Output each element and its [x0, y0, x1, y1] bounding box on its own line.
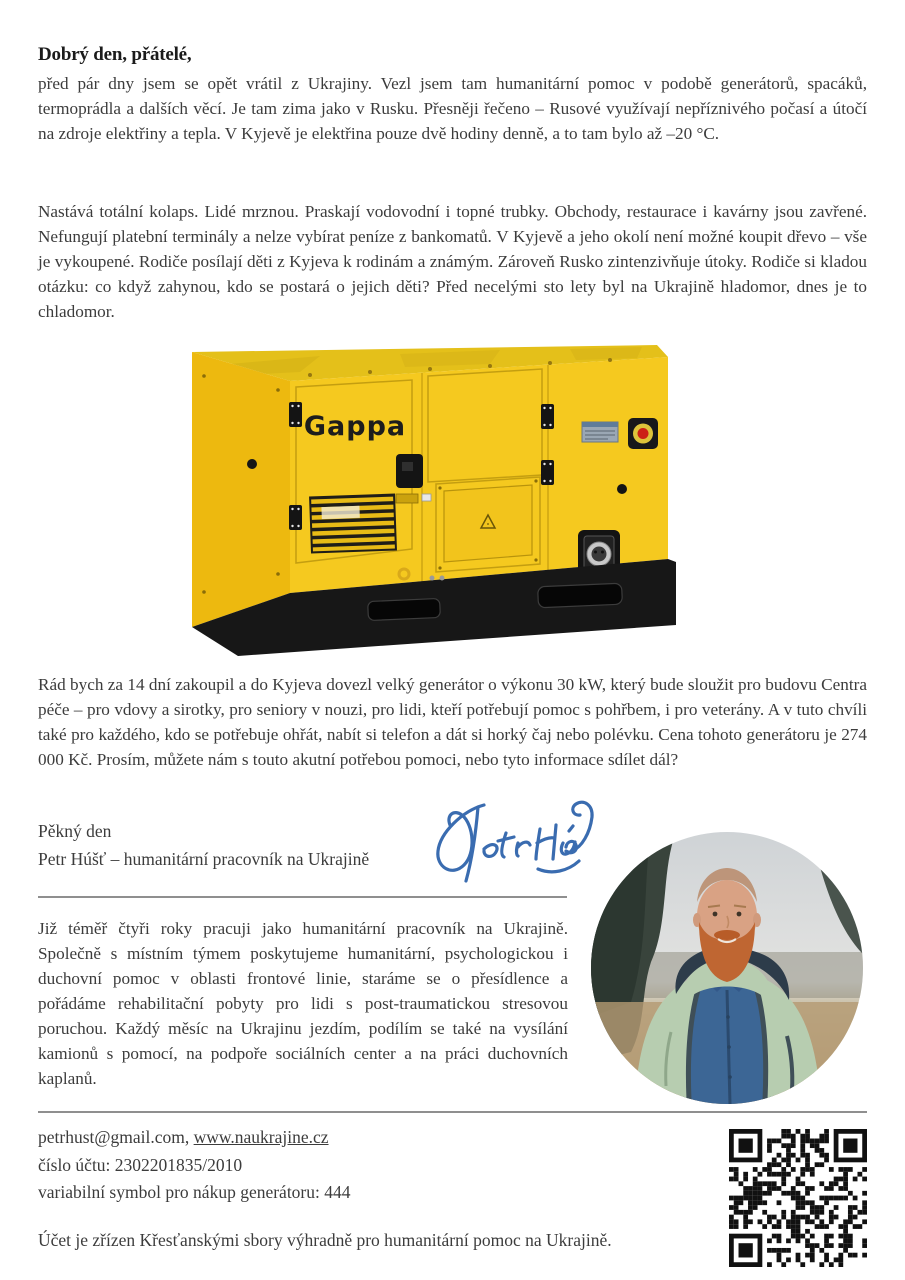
generator-photo — [190, 342, 682, 664]
paragraph-intro: před pár dny jsem se opět vrátil z Ukrajiny. Vezl jsem tam humanitární pomoc v podobě generátorů, spacáků, termoprádla a dalších věcí. Je tam zima jako v Rusku. Přesněji řečeno – Rusové využívají nepříznivého počasí a útočí na zdroje elektřiny a tepla. V Kyjevě je elektřina pouze dvě hodiny denně, a to tam bylo až –20 °C. — [38, 74, 867, 143]
paragraph-collapse: Nastává totální kolaps. Lidé mrznou. Praskají vodovodní i topné trubky. Obchody, restaurace i kavárny jsou zavřené. Nefungují platební terminály a nelze vybírat peníze z bankomatů. V Kyjevě a jeho okolí není možné koupit dřevo – vše je vykoupené. Rodiče posílají děti z Kyjeva k rodinám a známým. Zároveň Rusko zintenzivňuje útoky. Rodiče si kladou otázku: co když zahynou, kdo se postará o jejich děti? Před necelými sto lety byl na Ukrajině hladomor, dnes je to chladomor. — [38, 202, 867, 321]
paragraph-appeal: Rád bych za 14 dní zakoupil a do Kyjeva dovezl velký generátor o výkonu 30 kW, který bude sloužit pro budovu Centra péče – pro vdovy a sirotky, pro seniory v nouzi, pro lidi, kteří potřebují pomoc s pohřbem, i pro veterány. A v tuto chvíli také pro každého, kdo se potřebuje ohřát, nabít si telefon a dát si horký čaj nebo polévku. Cena tohoto generátoru je 274 000 Kč. Prosím, můžete nám s touto akutní potřebou pomoci, nebo tyto informace sdílet dál? — [38, 675, 867, 769]
closing-author: Petr Húšť – humanitární pracovník na Ukrajině — [38, 848, 370, 869]
account-purpose-note: Účet je zřízen Křesťanskými sbory výhradně pro humanitární pomoc na Ukrajině. — [38, 1230, 612, 1250]
divider-footer — [38, 1111, 867, 1113]
greeting-line: Dobrý den, přátelé, — [38, 44, 192, 65]
portrait-illustration — [591, 832, 863, 1104]
contact-block — [38, 1124, 678, 1207]
portrait-photo — [591, 832, 863, 1104]
contact-line-email — [38, 1124, 678, 1152]
closing-salutation: Pěkný den — [38, 821, 112, 841]
email-text: petrhust@gmail.com, — [38, 1127, 194, 1147]
closing-block — [38, 818, 458, 873]
website-link[interactable]: www.naukrajine.cz — [193, 1127, 329, 1147]
generator-brand-label: Gappa — [303, 411, 407, 442]
divider-signature — [38, 896, 567, 898]
contact-line-account: číslo účtu: 2302201835/2010 — [38, 1154, 243, 1175]
qr-code — [729, 1129, 867, 1267]
generator-illustration — [190, 342, 682, 664]
contact-line-variable-symbol: variabilní symbol pro nákup generátoru: 444 — [38, 1182, 351, 1202]
handwritten-signature — [422, 789, 600, 889]
paragraph-bio: Již téměř čtyři roky pracuji jako humanitární pracovník na Ukrajině. Společně s místním týmem poskytujeme humanitární, psychologickou i duchovní pomoc v oblasti frontové linie, staráme se o přesídlence a pořádáme rehabilitační pobyty pro lidi s post-traumatickou stresovou poruchou. Každý měsíc na Ukrajinu jezdím, podílím se také na vysílání kamionů s pomocí, na podpoře sociálních center a na práci duchovních kaplanů. — [38, 919, 568, 1088]
